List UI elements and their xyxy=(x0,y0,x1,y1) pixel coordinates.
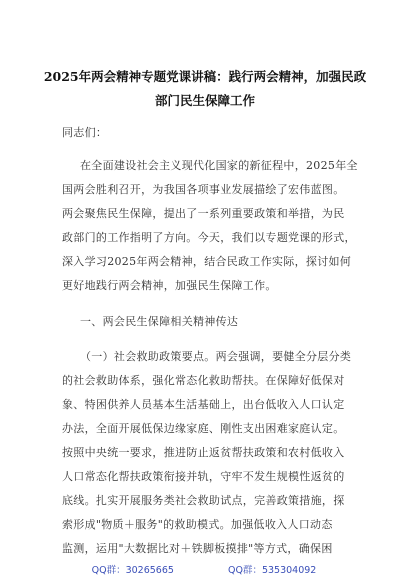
paragraph-line: 按照中央统一要求，推进防止返贫帮扶政策和农村低收入 xyxy=(62,446,345,459)
footer-contact xyxy=(0,562,408,576)
document-title-line-2: 部门民生保障工作 xyxy=(154,93,255,108)
paragraph-line: 办法，全面开展低保边缘家庭、刚性支出困难家庭认定。 xyxy=(62,422,345,435)
paragraph-line: 在全面建设社会主义现代化国家的新征程中，2025年全 xyxy=(80,159,358,172)
footer-qq-group-2: QQ群：535304092 xyxy=(228,565,317,576)
paragraph-line: （一）社会救助政策要点。两会强调，要健全分层分类 xyxy=(80,350,352,363)
paragraph-line: 索形成"物质＋服务"的救助模式。加强低收入人口动态 xyxy=(62,518,333,531)
paragraph-line: 监测，运用"大数据比对＋铁脚板摸排"等方式，确保困 xyxy=(62,542,333,555)
paragraph-line: 更好地践行两会精神，加强民生保障工作。 xyxy=(62,279,277,292)
paragraph-line: 底线。扎实开展服务类社会救助试点，完善政策措施，探 xyxy=(62,494,345,507)
section-heading: 一、两会民生保障相关精神传达 xyxy=(80,315,239,328)
paragraph-line: 人口常态化帮扶政策衔接并轨，守牢不发生规模性返贫的 xyxy=(62,470,345,483)
paragraph-line: 象、特困供养人员基本生活基础上，出台低收入人口认定 xyxy=(62,398,345,411)
paragraph-line: 政部门的工作指明了方向。今天，我们以专题党课的形式， xyxy=(62,231,356,244)
paragraph-line: 的社会救助体系，强化常态化救助帮扶。在保障好低保对 xyxy=(62,374,345,387)
document-title-line-1: 2025年两会精神专题党课讲稿：践行两会精神，加强民政 xyxy=(43,69,367,84)
paragraph-line: 国两会胜利召开，为我国各项事业发展描绘了宏伟蓝图。 xyxy=(62,183,345,196)
salutation: 同志们： xyxy=(62,126,108,139)
footer-qq-group-1: QQ群：30265665 xyxy=(91,565,174,576)
paragraph-line: 两会聚焦民生保障，提出了一系列重要政策和举措，为民 xyxy=(62,207,345,220)
paragraph-line: 深入学习2025年两会精神，结合民政工作实际，探讨如何 xyxy=(62,255,352,268)
